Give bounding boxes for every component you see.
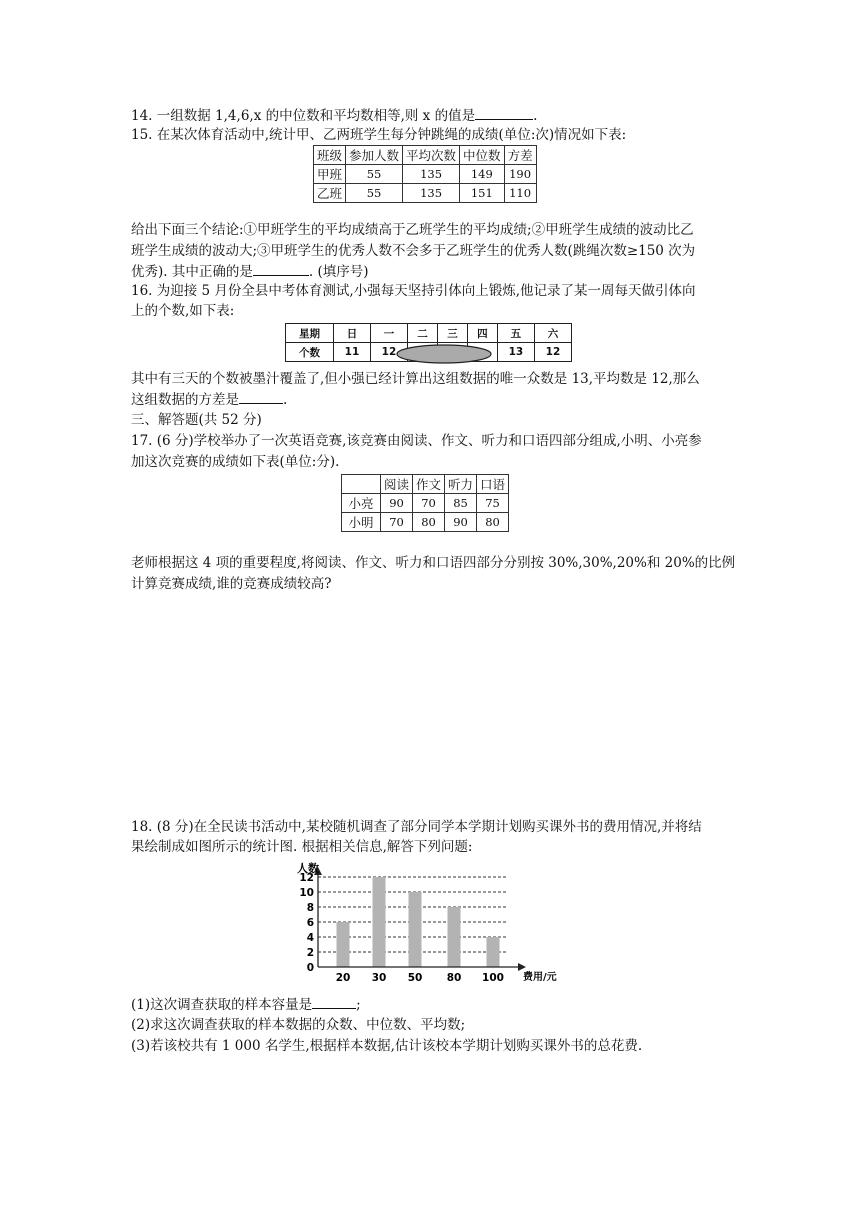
x-tick-label: 50 [407, 972, 423, 984]
x-tick-label: 100 [482, 972, 504, 984]
y-tick-label: 10 [299, 887, 314, 899]
header-count: 参加人数 [346, 146, 403, 165]
q18-line1: 18. (8 分)在全民读书活动中,某校随机调查了部分同学本学期计划购买课外书的费用情况,并将结 [131, 819, 702, 835]
answer-blank[interactable] [239, 390, 283, 404]
q16-line3: 其中有三天的个数被墨汁覆盖了,但小强已经计算出这组数据的唯一众数是 13,平均数是 12,那么 [131, 371, 700, 387]
q18-line2: 果绘制成如图所示的统计图. 根据相关信息,解答下列问题: [131, 839, 473, 855]
header-speaking: 口语 [477, 475, 509, 494]
answer-blank[interactable] [312, 995, 356, 1009]
q16-line4: 这组数据的方差是 . [131, 392, 288, 408]
x-tick-label: 30 [371, 972, 387, 984]
x-axis-label: 费用/元 [523, 972, 557, 983]
q16-line1: 16. 为迎接 5 月份全县中考体育测试,小强每天坚持引体向上锻炼,他记录了某一周每天做引体向 [131, 283, 696, 299]
y-axis-label: 人数 [297, 862, 319, 875]
x-axis-arrow [518, 963, 526, 971]
ink-blot [394, 343, 494, 365]
header-reading: 阅读 [381, 475, 413, 494]
q15-line3: 优秀). 其中正确的是 . (填序号) [131, 264, 369, 280]
bar-50 [409, 892, 422, 967]
q15-intro: 15. 在某次体育活动中,统计甲、乙两班学生每分钟跳绳的成绩(单位:次)情况如下表: [131, 127, 627, 143]
q15-table [313, 145, 537, 203]
q18-sub3: (3)若该校共有 1 000 名学生,根据样本数据,估计该校本学期计划购买课外书的总花费. [131, 1038, 643, 1054]
y-tick-label: 12 [299, 872, 314, 884]
y-tick-label: 2 [306, 947, 314, 959]
header-median: 中位数 [460, 146, 505, 165]
q15-line1: 给出下面三个结论:①甲班学生的平均成绩高于乙班学生的平均成绩;②甲班学生成绩的波动比乙 [131, 222, 694, 238]
q14: 14. 一组数据 1,4,6,x 的中位数和平均数相等,则 x 的值是 . [131, 108, 538, 124]
x-tick-label: 20 [335, 972, 351, 984]
section-3-heading: 三、解答题(共 52 分) [131, 412, 262, 428]
q17-line4: 计算竞赛成绩,谁的竞赛成绩较高? [131, 576, 332, 592]
bar-chart [280, 858, 590, 986]
q17-line2: 加这次竞赛的成绩如下表(单位:分). [131, 454, 340, 470]
q15-line2: 班学生成绩的波动大;③甲班学生的优秀人数不会多于乙班学生的优秀人数(跳绳次数≥150 次为 [131, 243, 696, 259]
header-listening: 听力 [445, 475, 477, 494]
y-tick-label: 4 [306, 932, 314, 944]
y-tick-label: 6 [306, 917, 314, 929]
q18-sub1: (1)这次调查获取的样本容量是 ; [131, 997, 361, 1013]
header-writing: 作文 [413, 475, 445, 494]
q17-line3: 老师根据这 4 项的重要程度,将阅读、作文、听力和口语四部分分别按 30%,30%,20%和 20%的比例 [131, 555, 736, 571]
answer-blank[interactable] [475, 106, 533, 120]
table-row: 甲班 55 135 149 190 [314, 165, 537, 184]
ink-blot-shape [397, 345, 491, 363]
bar-20 [337, 922, 350, 967]
bar-30 [373, 877, 386, 967]
header-class: 班级 [314, 146, 346, 165]
table-row: 小亮 90 70 85 75 [342, 494, 509, 513]
y-tick-label: 0 [306, 962, 314, 974]
answer-blank[interactable] [253, 262, 309, 276]
table-row: 乙班 55 135 151 110 [314, 184, 537, 203]
header-mean: 平均次数 [403, 146, 460, 165]
q16-line2: 上的个数,如下表: [131, 303, 235, 319]
q18-sub2: (2)求这次调查获取的样本数据的众数、中位数、平均数; [131, 1017, 466, 1033]
x-tick-labels [336, 972, 504, 984]
q17-table [341, 474, 509, 532]
q16-week-table: 星期 日 一 二 三 四 五 六 个数 11 12 13 12 [285, 323, 572, 362]
bar-80 [448, 907, 461, 967]
q17-line1: 17. (6 分)学校举办了一次英语竞赛,该竞赛由阅读、作文、听力和口语四部分组成,小明、小亮参 [131, 433, 702, 449]
y-tick-label: 8 [306, 902, 314, 914]
header-variance: 方差 [504, 146, 536, 165]
x-tick-label: 80 [446, 972, 462, 984]
bar-100 [487, 937, 500, 967]
table-row: 小明 70 80 90 80 [342, 513, 509, 532]
y-tick-labels [299, 872, 314, 974]
